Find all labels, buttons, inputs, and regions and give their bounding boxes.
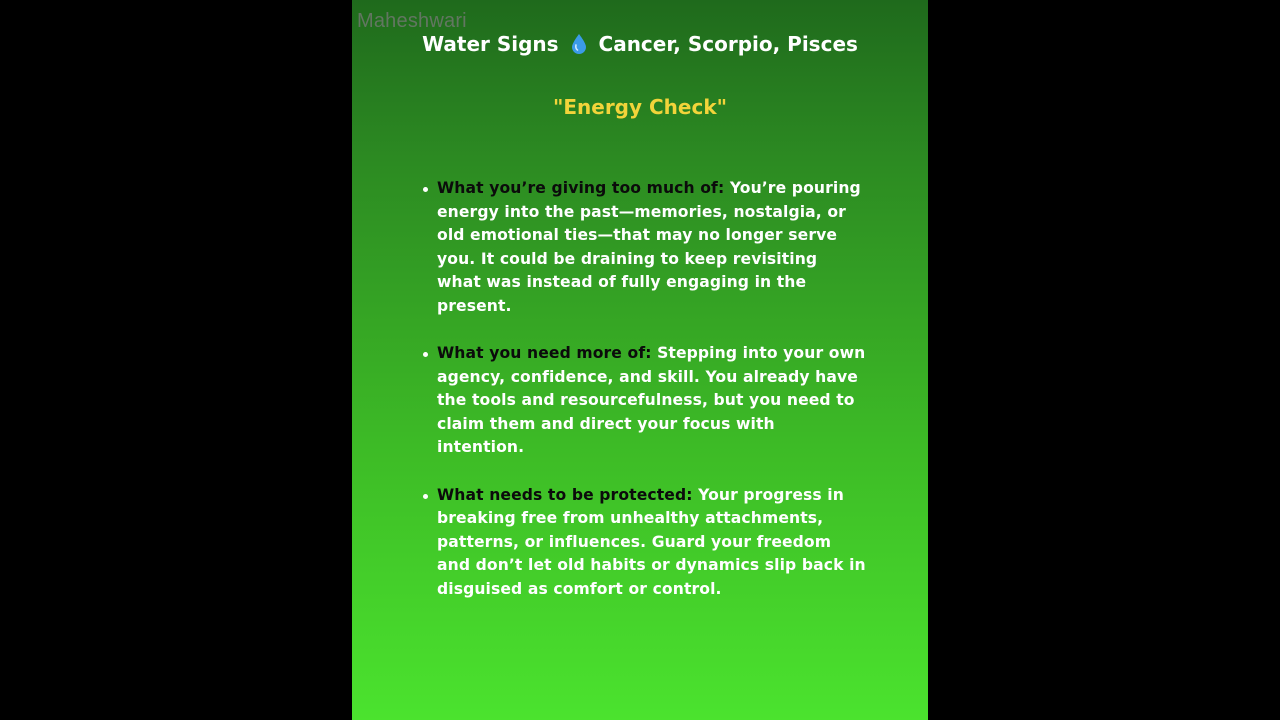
bullet-icon — [423, 494, 428, 499]
item-text: Stepping into your own agency, confidence, and skill. You already have the tools and resourcefulness, but you need to claim them and direct your focus with intention. — [437, 344, 866, 456]
title-right: Cancer, Scorpio, Pisces — [598, 32, 858, 56]
bullet-icon — [423, 187, 428, 192]
subtitle: "Energy Check" — [552, 95, 728, 119]
item-text: Your progress in breaking free from unhealthy attachments, patterns, or influences. Guard your freedom and don’t let old habits or dynamics slip back in disguised as comfort or control. — [437, 485, 866, 598]
watermark: Maheshwari — [357, 10, 467, 32]
title-left: Water Signs — [422, 32, 559, 56]
item-lead: What you need more of: — [437, 344, 658, 362]
water-drop-icon — [572, 34, 586, 54]
energy-check-list — [421, 177, 866, 625]
page-title — [352, 32, 928, 56]
list-item — [421, 342, 866, 460]
list-item — [421, 484, 866, 602]
content-card — [352, 0, 928, 720]
item-lead: What needs to be protected: — [437, 485, 699, 504]
item-lead: What you’re giving too much of: — [437, 179, 730, 197]
list-item — [421, 177, 866, 318]
bullet-icon — [423, 352, 428, 357]
item-text: You’re pouring energy into the past—memories, nostalgia, or old emotional ties—that may no longer serve you. It could be draining to keep revisiting what was instead of fully engaging in the present. — [437, 179, 861, 315]
